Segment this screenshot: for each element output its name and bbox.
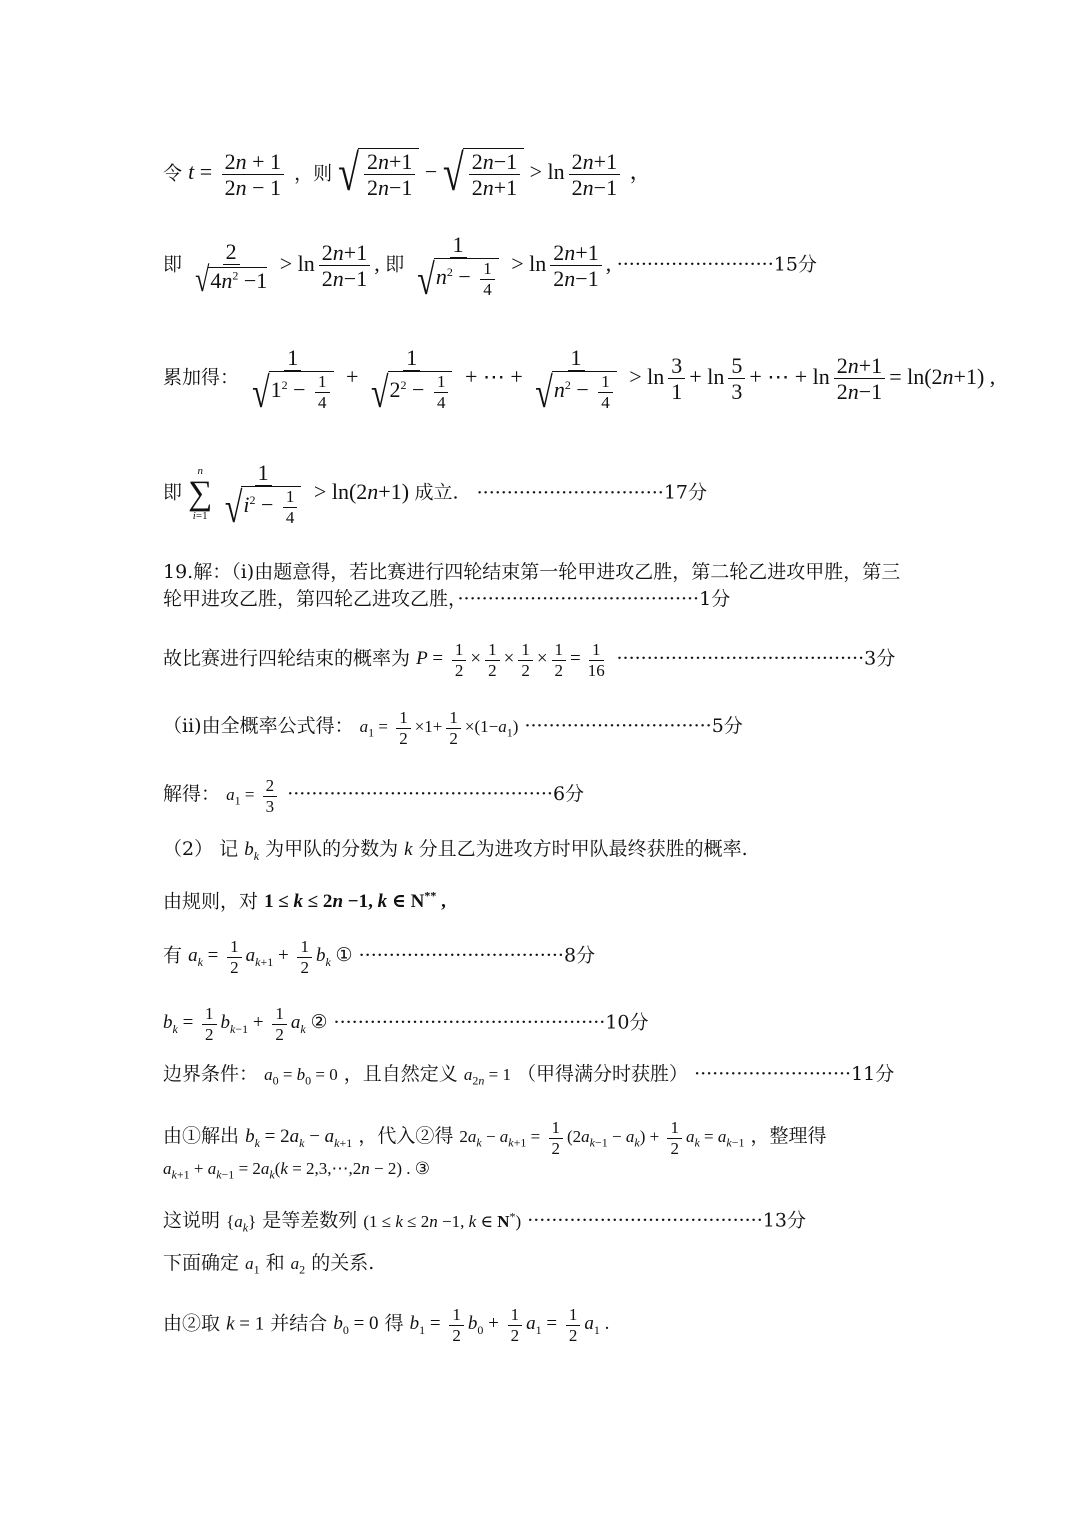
text-accumulate: 累加得： [163, 366, 240, 389]
q19-define-mid2: 分且乙为进攻方时甲队最终获胜的概率. [418, 838, 748, 860]
formula-b1: $b_1$ = $\frac{1}{2}$ $b_0$ + $\frac{1}{2}$ $a_1$ = $\frac{1}{2}$ $a_1$ . [409, 1305, 610, 1345]
leader-dots: ·································· [358, 944, 564, 967]
q19-prob-text: 故比赛进行四轮结束的概率为 [163, 647, 411, 670]
score-6: 6分 [552, 782, 585, 805]
leader-dots: ······························· [524, 714, 712, 737]
score-17: 17分 [663, 481, 708, 504]
formula-a1-value: $a_1$ = $\frac{2}{3}$ [226, 785, 281, 804]
q19-derive-text: 由①解出 [163, 1124, 240, 1147]
leader-dots: ······························· [476, 481, 664, 504]
formula-a2n: $a_{2n} = 1$ [463, 1065, 511, 1088]
formula-eq3: $a_{k+1} + a_{k-1} = 2a_k(k$ = 2,3,⋯,2n − 2) . ③ [163, 1159, 431, 1182]
line-let-t [163, 145, 652, 203]
formula-inequality-1: √ $\frac{2n+1}{2n-1}$ − √ $\frac{2n-1}{2n+1}$ > ln $\frac{2n+1}{2n-1}$ ， [338, 145, 652, 203]
q19-relation-text: 下面确定 [163, 1252, 240, 1274]
text-ji-2: 即 [385, 253, 405, 276]
q19-line-boundary [163, 1062, 894, 1092]
q19-final-mid: 并结合 [270, 1312, 328, 1335]
line-accumulate [163, 345, 996, 417]
q19-define-text: （2） 记 [163, 838, 239, 860]
q19-line-prob [163, 640, 895, 680]
formula-inequality-2a: 2 √ $4n^2 -1$ > ln $\frac{2n+1}{2n-1}$ , [195, 238, 386, 299]
text-ji: 即 [163, 253, 183, 276]
q19-line-eq3 [163, 1156, 430, 1186]
formula-sum: n ∑ i=1 1 √ $i^2$ − $\frac{1}{4}$ > ln(2n+1) [188, 460, 415, 532]
q19-derive-tail: ，整理得 [750, 1124, 827, 1147]
q19-define-mid1: 为甲队的分数为 [265, 838, 399, 860]
formula-arith-range: (1 ≤ k ≤ 2n −1, k ∈ N*) [363, 1209, 522, 1231]
q19-line-rule [163, 884, 446, 914]
q19-eq1-text: 有 [163, 944, 183, 967]
q19-line-eq2 [163, 1004, 649, 1044]
q19-line-eq1 [163, 937, 595, 977]
q19-rule-text: 由规则，对 [163, 890, 259, 913]
score-13: 13分 [762, 1209, 806, 1232]
q19-boundary-tail: （甲得满分时获胜） [517, 1063, 689, 1085]
formula-a1: $a_1$ = $\frac{1}{2}$ ×1+ $\frac{1}{2}$ $\times(1-a_1)$ [359, 708, 519, 748]
q19-relation-mid: 和 [265, 1252, 285, 1274]
q19-arith-text: 这说明 [163, 1209, 221, 1232]
q19-boundary-mid: ，且自然定义 [343, 1063, 458, 1085]
q19-solve-text: 解得： [163, 782, 221, 805]
formula-ak-set: $\{a_k\}$ [226, 1211, 257, 1235]
leader-dots: ············································· [333, 1011, 606, 1034]
score-15: 15分 [773, 253, 817, 276]
score-10: 10分 [605, 1011, 649, 1034]
formula-eq2: $b_k$ = $\frac{1}{2}$ $b_{k-1}$ + $\frac{1}{2}$ $a_k$ ② [163, 1004, 328, 1044]
score-3: 3分 [864, 647, 896, 670]
formula-boundary: $a_0 = b_0 = 0$ [264, 1065, 338, 1088]
text-ji-3: 即 [163, 481, 183, 504]
q19-line-relation: 下面确定 $a_1$ 和 $a_2$ 的关系. [163, 1252, 375, 1277]
score-5: 5分 [711, 714, 743, 737]
formula-derive: $2a_k - a_{k+1}$ = $\frac{1}{2}$ $(2a_{k-1} - a_k)$ + $\frac{1}{2}$ $a_k = a_{k-1}$ [459, 1118, 745, 1158]
formula-bk: $b_k = 2a_k - a_{k+1}$ [245, 1125, 353, 1150]
q19-line-solve [163, 776, 584, 816]
formula-t: t = $\frac{2n + 1}{2n - 1}$ [188, 159, 288, 184]
q19-line-derive [163, 1118, 827, 1158]
q19-line-arith [163, 1204, 806, 1239]
formula-accumulate: 1 √ $1^2$ − $\frac{1}{4}$ + 1 √ $2^2$ − $\frac{1}{4}$ + ⋯ + 1 √ $n^2$ − $\frac{1}{4}$ > ln $\frac{3}{1}$ + ln $\frac{5}{3}$ + ⋯ + ln $\frac{2n+1}{2n-1}$ = ln(2n+1) , [252, 345, 996, 417]
q19-line-2 [163, 587, 730, 611]
leader-dots: ········································ [457, 588, 700, 610]
formula-inequality-2b: 1 √ $n^2$ − $\frac{1}{4}$ > ln $\frac{2n+1}{2n-1}$ , [417, 232, 617, 304]
leader-dots: ······································· [527, 1209, 763, 1232]
q19-line-final: 由②取 k = 1 并结合 $b_0 = 0$ 得 $b_1$ = $\frac{1}{2}$ $b_0$ + $\frac{1}{2}$ $a_1$ = $\frac{1}{2}$ $a_1$ . [163, 1305, 610, 1345]
q19-line-total-prob [163, 708, 743, 748]
q19-line-define-b: （2） 记 $b_k$ 为甲队的分数为 k 分且乙为进攻方时甲队最终获胜的概率. [163, 838, 748, 863]
formula-range: 1 ≤ k ≤ 2n −1, k ∈ N** , [264, 889, 446, 913]
q19-total-prob-text: （ⅱ)由全概率公式得： [163, 714, 354, 737]
score-11: 11分 [851, 1063, 895, 1085]
leader-dots: ·························· [616, 253, 774, 276]
line-ineq-2 [163, 232, 817, 304]
q19-line-2-text: 轮甲进攻乙胜，第四轮乙进攻乙胜， [163, 588, 458, 610]
q19-final-text: 由②取 [163, 1312, 221, 1335]
text-let: 令 [163, 162, 183, 185]
q19-final-mid2: 得 [384, 1312, 404, 1335]
q19-line-1: 19.解：（ⅰ)由题意得，若比赛进行四轮结束第一轮甲进攻乙胜，第二轮乙进攻甲胜，第三 [163, 561, 901, 583]
leader-dots: ·························· [694, 1063, 852, 1085]
q19-derive-mid: ，代入②得 [358, 1124, 454, 1147]
text-then: ，则 [294, 162, 333, 185]
q19-boundary-text: 边界条件： [163, 1063, 259, 1085]
q19-arith-mid: 是等差数列 [262, 1209, 358, 1232]
formula-prob: P = $\frac{1}{2}$ × $\frac{1}{2}$ × $\frac{1}{2}$ × $\frac{1}{2}$ = $\frac{1}{16}$ [416, 640, 605, 680]
line-sum [163, 460, 708, 532]
text-holds: 成立. [414, 481, 459, 504]
formula-eq1: $a_k$ = $\frac{1}{2}$ $a_{k+1}$ + $\frac{1}{2}$ $b_k$ ① [188, 937, 353, 977]
leader-dots: ············································ [287, 782, 553, 805]
score-8: 8分 [563, 944, 596, 967]
score-1: 1分 [699, 588, 731, 610]
leader-dots: ········································· [616, 647, 865, 670]
q19-relation-tail: 的关系. [311, 1252, 375, 1274]
